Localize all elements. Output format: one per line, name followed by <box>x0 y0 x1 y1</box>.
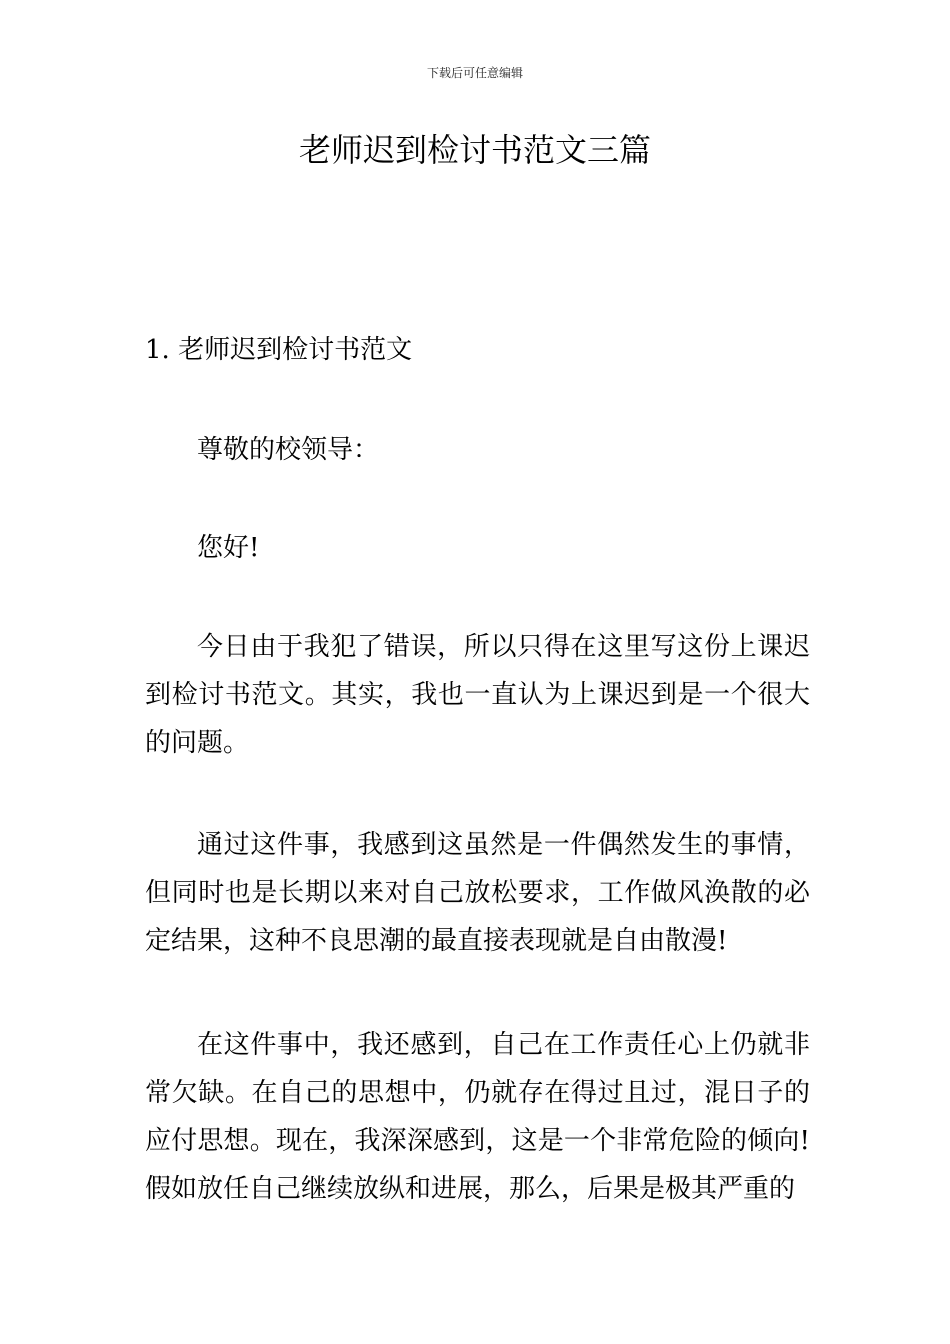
section-heading: 1. 老师迟到检讨书范文 <box>145 335 413 365</box>
body-paragraph: 在这件事中，我还感到，自己在工作责任心上仍就非常欠缺。在自己的思想中，仍就存在得过且过，混日子的应付思想。现在，我深深感到，这是一个非常危险的倾向!假如放任自己继续放纵和进展，那么，后果是极其严重的 <box>145 1030 810 1204</box>
body-paragraph: 今日由于我犯了错误，所以只得在这里写这份上课迟到检讨书范文。其实，我也一直认为上课迟到是一个很大的问题。 <box>145 632 810 758</box>
salutation: 尊敬的校领导： <box>197 435 380 465</box>
greeting: 您好! <box>197 533 260 563</box>
header-note: 下载后可任意编辑 <box>426 66 523 80</box>
page-title: 老师迟到检讨书范文三篇 <box>298 131 651 169</box>
body-paragraph: 通过这件事，我感到这虽然是一件偶然发生的事情，但同时也是长期以来对自己放松要求，工作做风涣散的必定结果，这种不良思潮的最直接表现就是自由散漫! <box>145 830 810 956</box>
